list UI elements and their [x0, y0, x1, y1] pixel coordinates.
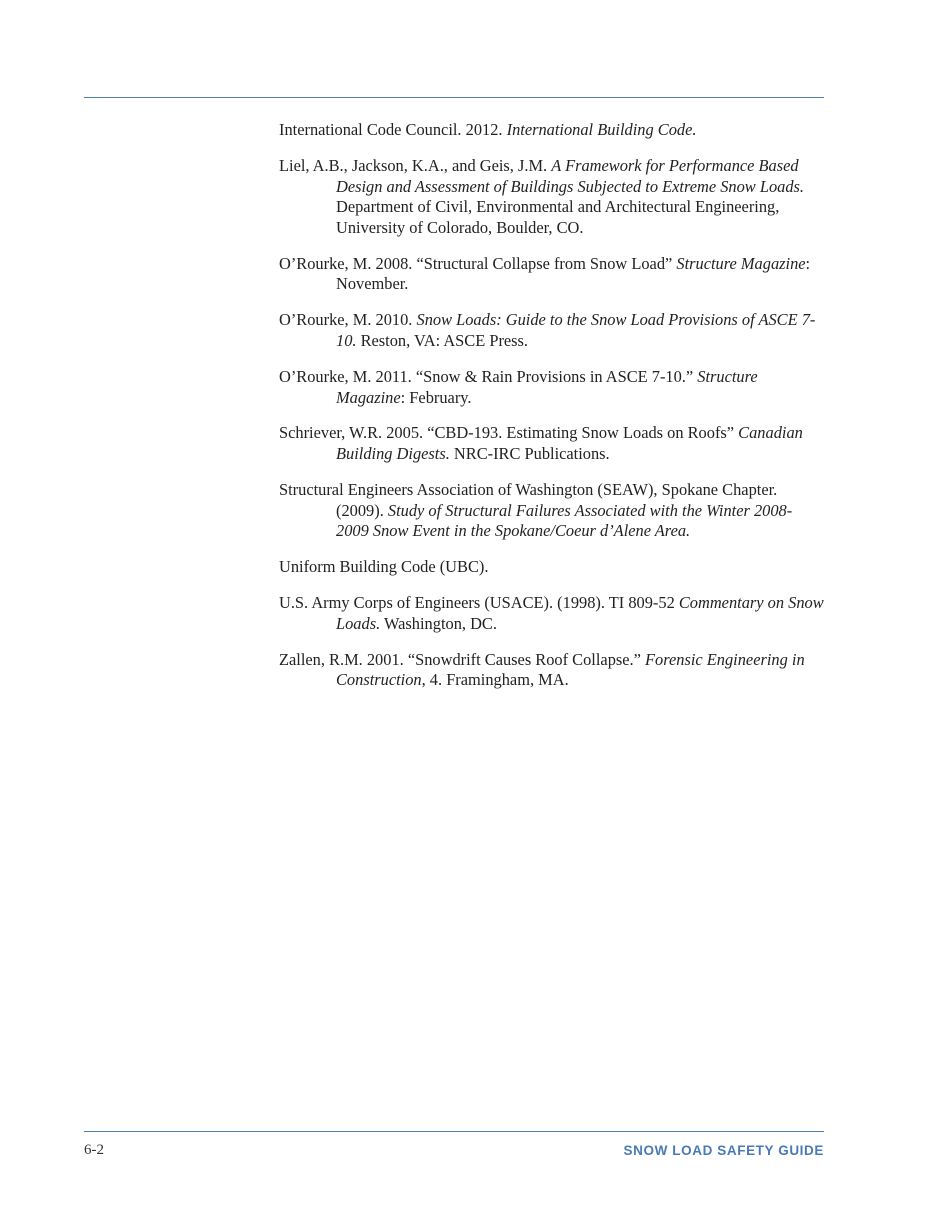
guide-title: SNOW LOAD SAFETY GUIDE — [623, 1143, 824, 1158]
reference-entry — [279, 480, 824, 542]
reference-text: O’Rourke, M. 2010. — [279, 310, 417, 330]
reference-title-italic: Structure Magazine — [336, 366, 758, 407]
header-rule — [84, 97, 824, 98]
reference-title-italic: Structure Magazine — [676, 253, 806, 273]
reference-entry — [279, 120, 824, 141]
reference-entry — [279, 650, 824, 691]
reference-text: Reston, VA: ASCE Press. — [356, 330, 529, 350]
reference-entry — [279, 423, 824, 464]
footer-rule — [84, 1131, 824, 1132]
reference-text: Washington, DC. — [380, 613, 497, 633]
reference-text: : February. — [400, 387, 472, 407]
reference-text: O’Rourke, M. 2008. “Structural Collapse from Snow Load” — [279, 253, 677, 273]
reference-entry — [279, 156, 824, 238]
reference-text: Structural Engineers Association of Washington (SEAW), Spokane Chapter. (2009). — [279, 480, 778, 520]
reference-text: : November. — [336, 253, 811, 294]
reference-title-italic: Commentary on Snow Loads. — [336, 593, 824, 633]
reference-text: U.S. Army Corps of Engineers (USACE). (1998). TI 809-52 — [279, 593, 679, 613]
reference-text: International Code Council. 2012. — [279, 120, 507, 139]
reference-title-italic: International Building Code. — [506, 120, 697, 139]
reference-text: Department of Civil, Environmental and Architectural Engineering, University of Colorado, Boulder, CO. — [336, 197, 780, 237]
reference-list — [279, 120, 824, 706]
reference-title-italic: Snow Loads: Guide to the Snow Load Provisions of ASCE 7-10. — [336, 310, 816, 350]
reference-entry — [279, 310, 824, 351]
reference-text: O’Rourke, M. 2011. “Snow & Rain Provisions in ASCE 7-10.” — [279, 366, 698, 386]
reference-text: Liel, A.B., Jackson, K.A., and Geis, J.M. — [279, 155, 552, 175]
reference-entry — [279, 593, 824, 634]
reference-text: NRC-IRC Publications. — [449, 444, 610, 464]
reference-title-italic: Forensic Engineering in Construction — [336, 649, 805, 690]
reference-title-italic: A Framework for Performance Based Design and Assessment of Buildings Subjected to Extreme Snow Loads. — [336, 155, 805, 196]
page-number: 6-2 — [84, 1142, 104, 1158]
reference-title-italic: Study of Structural Failures Associated with the Winter 2008-2009 Snow Event in the Spokane/Coeur d’Alene Area. — [336, 500, 793, 541]
reference-title-italic: Canadian Building Digests. — [336, 423, 803, 464]
reference-entry — [279, 367, 824, 408]
reference-text: Schriever, W.R. 2005. “CBD-193. Estimating Snow Loads on Roofs” — [279, 423, 739, 443]
reference-entry — [279, 557, 824, 578]
reference-text: Uniform Building Code (UBC). — [279, 557, 489, 577]
reference-text: Zallen, R.M. 2001. “Snowdrift Causes Roof Collapse.” — [279, 649, 646, 669]
reference-entry — [279, 254, 824, 295]
reference-text: , 4. Framingham, MA. — [421, 670, 569, 690]
